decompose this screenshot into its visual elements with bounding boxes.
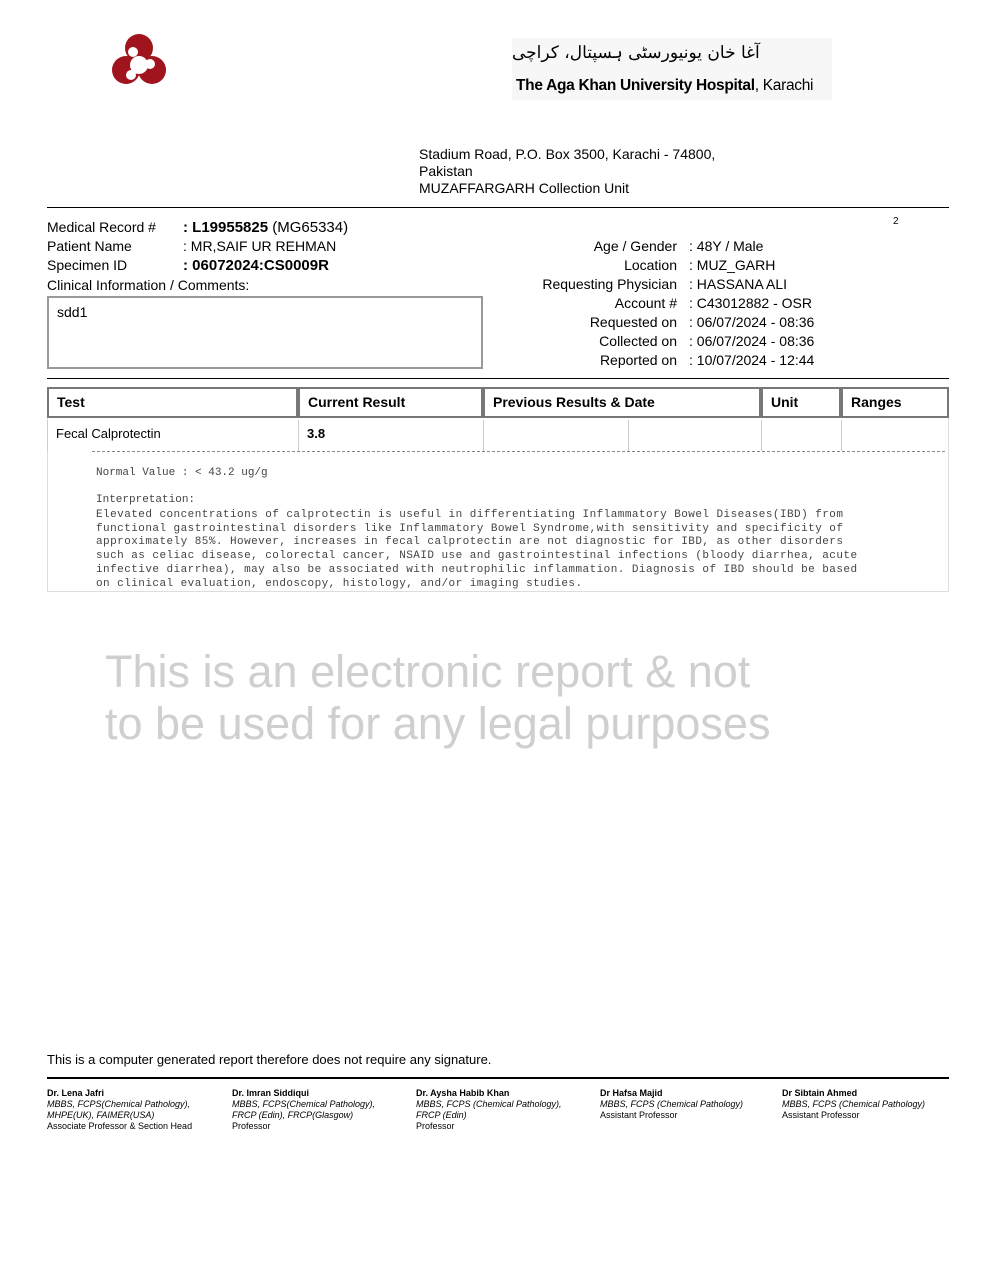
signature-note: This is a computer generated report therefore does not require any signature. — [47, 1052, 492, 1067]
address-country: Pakistan — [419, 163, 473, 179]
doctor-name: Dr. Imran Siddiqui — [232, 1088, 310, 1098]
previous-result — [483, 420, 628, 451]
doctor-title: Assistant Professor — [600, 1110, 678, 1120]
doctor-card — [600, 1088, 780, 1121]
hospital-city: , Karachi — [754, 77, 814, 94]
akuh-logo-icon — [106, 28, 172, 94]
doctor-title: Assistant Professor — [782, 1110, 860, 1120]
doctor-qualification: MHPE(UK), FAIMER(USA) — [47, 1110, 155, 1120]
doctor-qualification: MBBS, FCPS(Chemical Pathology), — [232, 1099, 376, 1109]
normal-value: Normal Value : < 43.2 ug/g — [96, 467, 268, 479]
current-result: 3.8 — [298, 420, 483, 451]
doctor-name: Dr Hafsa Majid — [600, 1088, 663, 1098]
doctor-name: Dr. Lena Jafri — [47, 1088, 105, 1098]
detail-value: : C43012882 - OSR — [689, 295, 812, 311]
detail-label: Collected on — [599, 333, 677, 349]
mrn-value — [183, 219, 348, 237]
divider — [47, 378, 949, 379]
range-value — [841, 420, 949, 451]
test-name: Fecal Calprotectin — [47, 420, 298, 451]
doctor-name: Dr Sibtain Ahmed — [782, 1088, 858, 1098]
address-line: Stadium Road, P.O. Box 3500, Karachi - 74800, — [419, 146, 716, 162]
doctor-name: Dr. Aysha Habib Khan — [416, 1088, 510, 1098]
hospital-name — [516, 76, 813, 95]
doctor-card — [416, 1088, 596, 1132]
collection-unit: MUZAFFARGARH Collection Unit — [419, 180, 630, 196]
header-previous-results: Previous Results & Date — [483, 387, 761, 418]
hospital-banner — [512, 38, 832, 100]
interpretation-text: Elevated concentrations of calprotectin is useful in differentiating Inflammatory Bowel Diseases(IBD) from functional gastrointestinal disorders like Inflammatory Bowel Syndrome,with sensitivity and specificity of approximately 85%. However, increases in fecal calprotectin are not diagnostic for IBD, as other disorders such as celiac disease, colorectal cancer, NSAID use and gastrointestinal infections (bloody diarrhea, acute infective diarrhea), may also be associated with neutrophilic inflammation. Diagnosis of IBD should be based on clinical evaluation, endoscopy, histology, and/or imaging studies. — [96, 509, 858, 590]
hospital-name-bold: The Aga Khan University Hospital — [516, 77, 755, 94]
doctor-title: Associate Professor & Section Head — [47, 1121, 193, 1131]
mrn-alt: (MG65334) — [268, 219, 349, 236]
watermark-line: This is an electronic report & not — [105, 646, 751, 697]
page-number: 2 — [893, 216, 899, 227]
detail-label: Location — [624, 257, 677, 273]
doctor-card — [782, 1088, 962, 1121]
header-unit: Unit — [761, 387, 841, 418]
detail-value: : 48Y / Male — [689, 238, 764, 254]
detail-label: Age / Gender — [593, 238, 677, 254]
detail-value: : HASSANA ALI — [689, 276, 788, 292]
divider — [47, 207, 949, 208]
doctor-qualification: MBBS, FCPS (Chemical Pathology) — [600, 1099, 744, 1109]
doctor-title: Professor — [416, 1121, 455, 1131]
detail-value: : 06/07/2024 - 08:36 — [689, 314, 815, 330]
unit-value — [761, 420, 841, 451]
detail-value: : 10/07/2024 - 12:44 — [689, 352, 815, 368]
detail-label: Requested on — [589, 314, 677, 330]
doctor-card — [232, 1088, 412, 1132]
header-current-result: Current Result — [298, 387, 483, 418]
doctor-card — [47, 1088, 227, 1132]
address-block — [419, 146, 715, 197]
doctor-qualification: MBBS, FCPS (Chemical Pathology), — [416, 1099, 562, 1109]
doctor-title: Professor — [232, 1121, 271, 1131]
doctor-qualification: MBBS, FCPS (Chemical Pathology) — [782, 1099, 926, 1109]
specimen-value: : 06072024:CS0009R — [183, 257, 329, 274]
doctor-qualification: FRCP (Edin) — [416, 1110, 467, 1120]
detail-label: Requesting Physician — [542, 276, 677, 292]
patient-name-value: : MR,SAIF UR REHMAN — [183, 238, 337, 254]
previous-date — [628, 420, 761, 451]
patient-name-label: Patient Name — [47, 238, 132, 254]
dashed-divider — [92, 451, 945, 452]
detail-label: Account # — [614, 295, 677, 311]
mrn-label: Medical Record # — [47, 219, 156, 235]
watermark-line: to be used for any legal purposes — [105, 698, 771, 749]
detail-value: : MUZ_GARH — [689, 257, 776, 273]
doctor-qualification: FRCP (Edin), FRCP(Glasgow) — [232, 1110, 354, 1120]
divider — [47, 1077, 949, 1079]
specimen-label: Specimen ID — [47, 257, 128, 273]
header-test: Test — [47, 387, 298, 418]
interpretation-title: Interpretation: — [96, 494, 196, 506]
clinical-info-label: Clinical Information / Comments: — [47, 277, 250, 293]
detail-label: Reported on — [599, 352, 677, 368]
watermark — [105, 646, 770, 750]
detail-value: : 06/07/2024 - 08:36 — [689, 333, 815, 349]
header-ranges: Ranges — [841, 387, 949, 418]
doctor-qualification: MBBS, FCPS(Chemical Pathology), — [47, 1099, 191, 1109]
urdu-hospital-name: آغا خان یونیورسٹی ہسپتال، کراچی — [512, 43, 760, 63]
clinical-comment-box: sdd1 — [47, 296, 483, 369]
mrn-number: : L19955825 — [183, 219, 269, 236]
